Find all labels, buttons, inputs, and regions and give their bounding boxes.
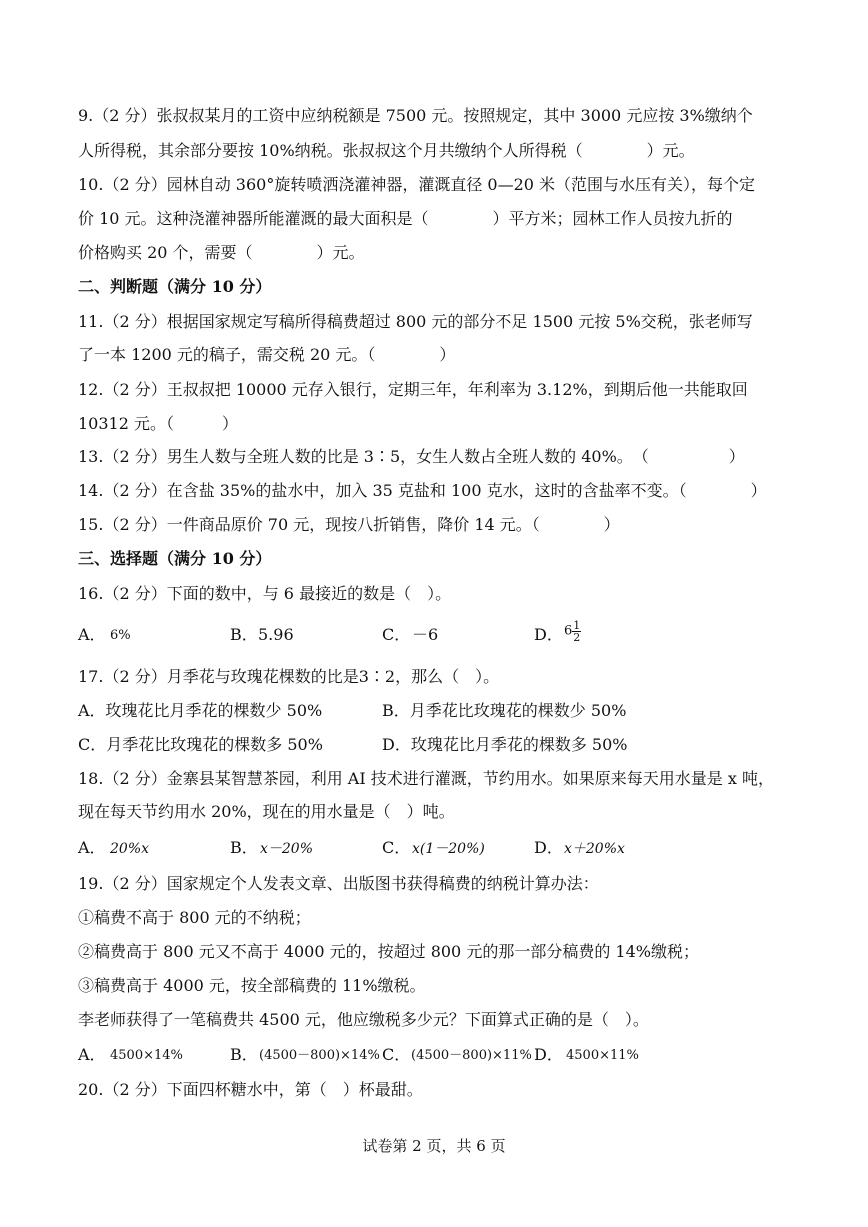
q19-option-d: 4500×11% [566, 1048, 639, 1063]
q17-option-b: B．月季花比玫瑰花的棵数少 50% [382, 701, 627, 720]
q16-option-d-label: D． [534, 625, 563, 644]
q17-option-c: C．月季花比玫瑰花的棵数多 50% [78, 735, 323, 754]
q16-option-a-label: A． [78, 625, 106, 644]
q15: 15.（2 分）一件商品原价 70 元，现按八折销售，降价 14 元。（ ） [78, 515, 620, 534]
q19-option-c: (4500－800)×11% [411, 1048, 532, 1063]
page-footer: 试卷第 2 页，共 6 页 [362, 1137, 506, 1155]
q19-option-b-label: B． [230, 1045, 258, 1064]
q18-option-a: 20%x [110, 841, 150, 857]
q11-line2: 了一本 1200 元的稿子，需交税 20 元。（ ） [78, 345, 456, 364]
q19-rule1: ①稿费不高于 800 元的不纳税； [78, 908, 311, 927]
q19-question: 李老师获得了一笔稿费共 4500 元，他应缴税多少元？下面算式正确的是（ ）。 [78, 1010, 649, 1029]
q19-option-c-label: C． [382, 1045, 411, 1064]
q16-d-denominator: 2 [573, 631, 581, 644]
q17-option-d: D．玫瑰花比月季花的棵数多 50% [382, 735, 628, 754]
q9-line1: 9.（2 分）张叔叔某月的工资中应纳税额是 7500 元。按照规定，其中 3000 元应按 3%缴纳个 [78, 106, 753, 125]
q12-line2: 10312 元。（ ） [78, 414, 238, 433]
q16-option-d-mixed-number [564, 620, 581, 643]
q16-d-whole: 6 [564, 623, 573, 639]
q18-option-c-label: C． [382, 838, 411, 857]
q19-option-a-label: A． [78, 1045, 106, 1064]
q18-line2: 现在每天节约用水 20%，现在的用水量是（ ）吨。 [78, 802, 455, 821]
q18-option-d: x＋20%x [564, 841, 625, 857]
q18-option-b: x－20% [260, 841, 314, 857]
q18-option-b-label: B． [230, 838, 258, 857]
q12-line1: 12.（2 分）王叔叔把 10000 元存入银行，定期三年，年利率为 3.12%，到期后他一共能取回 [78, 380, 748, 399]
section-heading-judgement: 二、判断题（满分 10 分） [78, 277, 272, 296]
q19-line1: 19.（2 分）国家规定个人发表文章、出版图书获得稿费的纳税计算办法： [78, 874, 599, 893]
q17-option-a: A．玫瑰花比月季花的棵数少 50% [78, 701, 323, 720]
q9-line2: 人所得税，其余部分要按 10%纳税。张叔叔这个月共缴纳个人所得税（ ）元。 [78, 141, 695, 160]
q17-stem: 17.（2 分）月季花与玫瑰花棵数的比是3∶2，那么（ ）。 [78, 667, 500, 686]
q18-option-a-label: A． [78, 838, 106, 857]
q16-option-c-label: C． [382, 625, 411, 644]
q14: 14.（2 分）在含盐 35%的盐水中，加入 35 克盐和 100 克水，这时的含盐率不变。（ ） [78, 481, 767, 500]
q18-line1: 18.（2 分）金寨县某智慧茶园，利用 AI 技术进行灌溉，节约用水。如果原来每天用水量是 x 吨， [78, 769, 774, 788]
q19-option-b: (4500－800)×14% [259, 1048, 380, 1063]
q16-option-b-label: B． [230, 625, 258, 644]
q16-option-c: －6 [412, 625, 439, 644]
q20: 20.（2 分）下面四杯糖水中，第（ ）杯最甜。 [78, 1080, 423, 1099]
q18-option-d-label: D． [534, 838, 563, 857]
q16-d-fraction [572, 620, 581, 643]
q19-rule3: ③稿费高于 4000 元，按全部稿费的 11%缴税。 [78, 976, 426, 995]
q16-d-numerator: 1 [573, 619, 581, 632]
section-heading-choice: 三、选择题（满分 10 分） [78, 549, 272, 568]
q10-line3: 价格购买 20 个，需要（ ）元。 [78, 243, 365, 262]
q16-stem: 16.（2 分）下面的数中，与 6 最接近的数是（ ）。 [78, 584, 452, 603]
q16-option-b: 5.96 [258, 625, 294, 644]
q13: 13.（2 分）男生人数与全班人数的比是 3∶5，女生人数占全班人数的 40%。 （ ） [78, 447, 745, 466]
q16-option-a: 6% [110, 628, 131, 643]
q10-line1: 10.（2 分）园林自动 360°旋转喷洒浇灌神器，灌溉直径 0—20 米（范围与水压有关），每个定 [78, 175, 756, 194]
q19-option-d-label: D． [534, 1045, 563, 1064]
q10-line2: 价 10 元。这种浇灌神器所能灌溉的最大面积是（ ）平方米；园林工作人员按九折的 [78, 209, 733, 228]
q19-option-a: 4500×14% [110, 1048, 183, 1063]
q18-option-c: x(1－20%) [412, 841, 485, 857]
q19-rule2: ②稿费高于 800 元又不高于 4000 元的，按超过 800 元的那一部分稿费的 14%缴税； [78, 942, 699, 961]
q11-line1: 11.（2 分）根据国家规定写稿所得稿费超过 800 元的部分不足 1500 元按 5%交税，张老师写 [78, 312, 753, 331]
